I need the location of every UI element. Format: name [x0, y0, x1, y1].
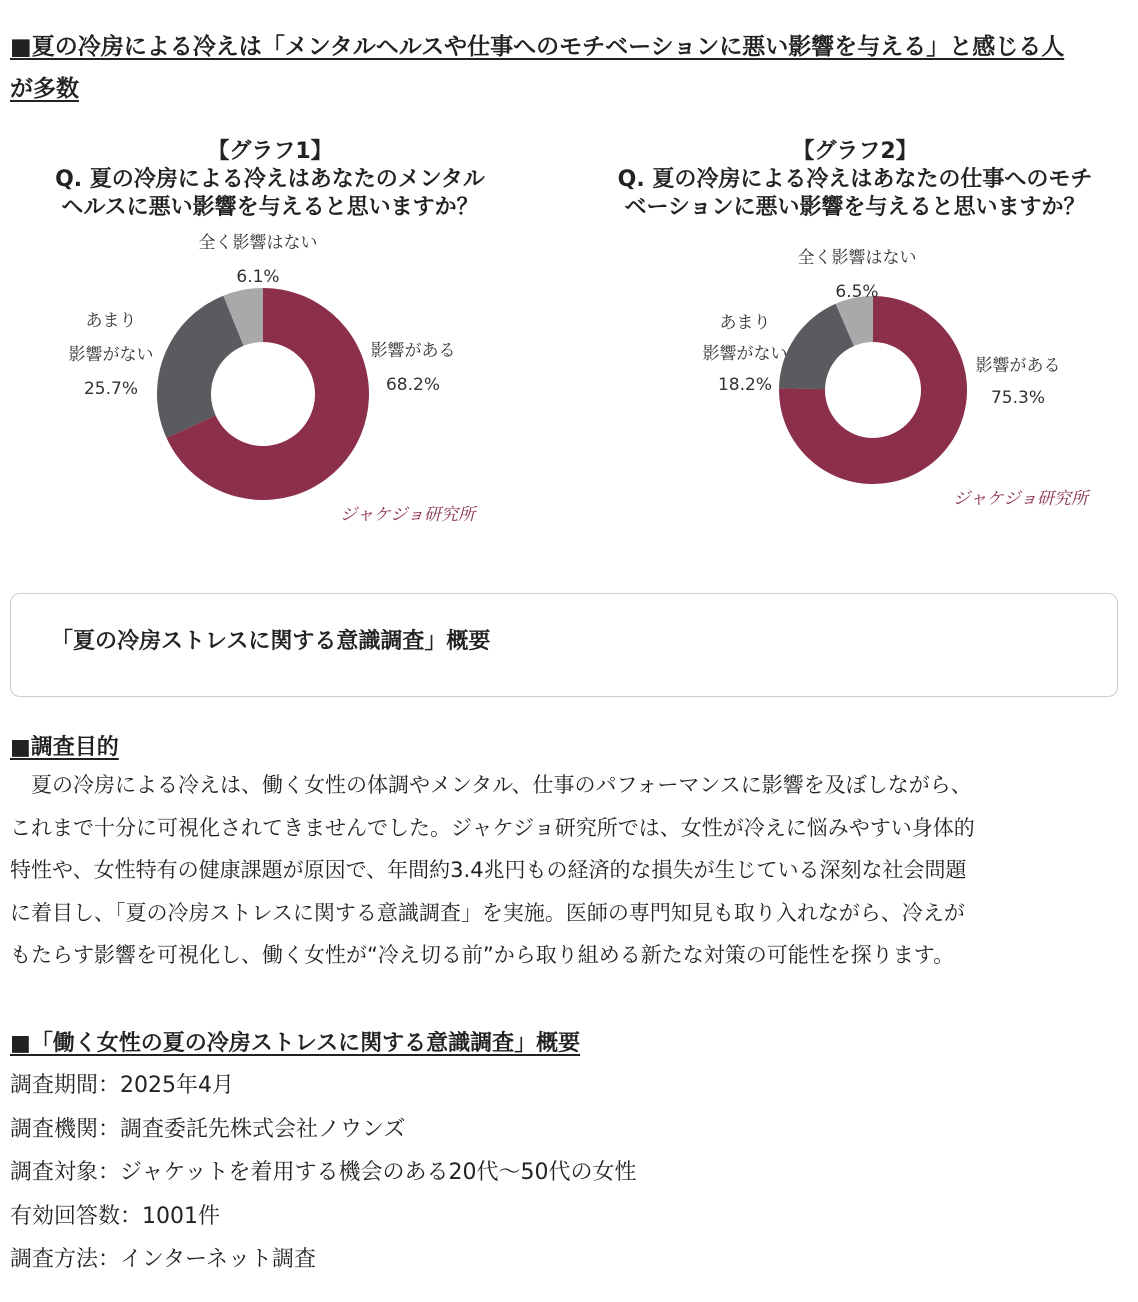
- label-effect: [358, 334, 468, 402]
- purpose-line: 夏の冷房による冷えは、働く女性の体調やメンタル、仕事のパフォーマンスに影響を及ぼしながら、: [10, 773, 972, 797]
- headline: [10, 26, 1120, 110]
- chart-title-line-2: Q. 夏の冷房による冷えはあなたのメンタル: [55, 167, 485, 192]
- chart-title-line-3: ヘルスに悪い影響を与えると思いますか？: [61, 195, 479, 220]
- label-no-effect-text: 全く影響はない: [198, 233, 318, 253]
- label-no-effect-value: 6.1%: [236, 267, 280, 287]
- headline-line-1: ■夏の冷房による冷えは「メンタルヘルスや仕事へのモチベーションに悪い影響を与える」と感じる人: [10, 34, 1065, 60]
- purpose-line: 特性や、女性特有の健康課題が原因で、年間約3.4兆円もの経済的な損失が生じている深刻な社会問題: [10, 858, 967, 882]
- label-no-effect: [787, 241, 927, 309]
- purpose-heading: ■調査目的: [10, 735, 119, 760]
- survey-summary-box: [10, 593, 1118, 697]
- overview-item: 調査方法：インターネット調査: [10, 1247, 317, 1272]
- lab-logo: ジャケジョ研究所: [340, 505, 475, 525]
- label-little-effect-value: 18.2%: [717, 375, 772, 395]
- chart-title-line-1: 【グラフ2】: [792, 139, 918, 164]
- donut-chart-2: [585, 138, 1125, 538]
- label-little-effect: [56, 304, 166, 406]
- label-effect-text: 影響がある: [975, 356, 1061, 376]
- label-effect-value: 68.2%: [385, 375, 440, 395]
- headline-line-2: が多数: [10, 76, 79, 102]
- overview-item: 調査対象：ジャケットを着用する機会のある20代〜50代の女性: [10, 1160, 637, 1185]
- label-effect-text: 影響がある: [370, 341, 456, 361]
- label-no-effect: [188, 226, 328, 294]
- label-effect: [963, 350, 1073, 414]
- overview-item: 有効回答数：1001件: [10, 1203, 220, 1229]
- purpose-line: に着目し、「夏の冷房ストレスに関する意識調査」を実施。医師の専門知見も取り入れながら、冷えが: [10, 900, 965, 925]
- label-little-effect: [690, 308, 800, 401]
- purpose-line: これまで十分に可視化されてきませんでした。ジャケジョ研究所では、女性が冷えに悩みやすい身体的: [10, 815, 975, 840]
- purpose-line: もたらす影響を可視化し、働く女性が“冷え切る前”から取り組める新たな対策の可能性を探ります。: [10, 943, 955, 967]
- label-no-effect-text: 全く影響はない: [797, 248, 917, 268]
- chart-title-line-1: 【グラフ1】: [207, 139, 333, 164]
- chart-title-line-3: ベーションに悪い影響を与えると思いますか？: [624, 195, 1086, 220]
- label-little-effect-text-2: 影響がない: [68, 345, 154, 365]
- chart-title-line-2: Q. 夏の冷房による冷えはあなたの仕事へのモチ: [617, 167, 1093, 192]
- overview-item: 調査機関：調査委託先株式会社ノウンズ: [10, 1116, 406, 1142]
- purpose-paragraph: [10, 764, 1120, 977]
- overview-heading: ■「働く女性の夏の冷房ストレスに関する意識調査」概要: [10, 1031, 581, 1056]
- label-little-effect-text-1: あまり: [719, 313, 771, 333]
- slice-little-effect: [157, 296, 244, 438]
- survey-summary-title: 「夏の冷房ストレスに関する意識調査」概要: [51, 629, 491, 654]
- label-no-effect-value: 6.5%: [835, 282, 879, 302]
- label-little-effect-text-1: あまり: [85, 311, 137, 331]
- overview-item: 調査期間：2025年4月: [10, 1073, 234, 1098]
- donut-svg: [585, 138, 1125, 538]
- label-little-effect-value: 25.7%: [83, 379, 138, 399]
- label-little-effect-text-2: 影響がない: [702, 344, 788, 364]
- lab-logo: ジャケジョ研究所: [953, 489, 1088, 509]
- label-effect-value: 75.3%: [990, 388, 1045, 408]
- overview-list: [10, 1064, 636, 1282]
- donut-chart-1: [0, 138, 540, 538]
